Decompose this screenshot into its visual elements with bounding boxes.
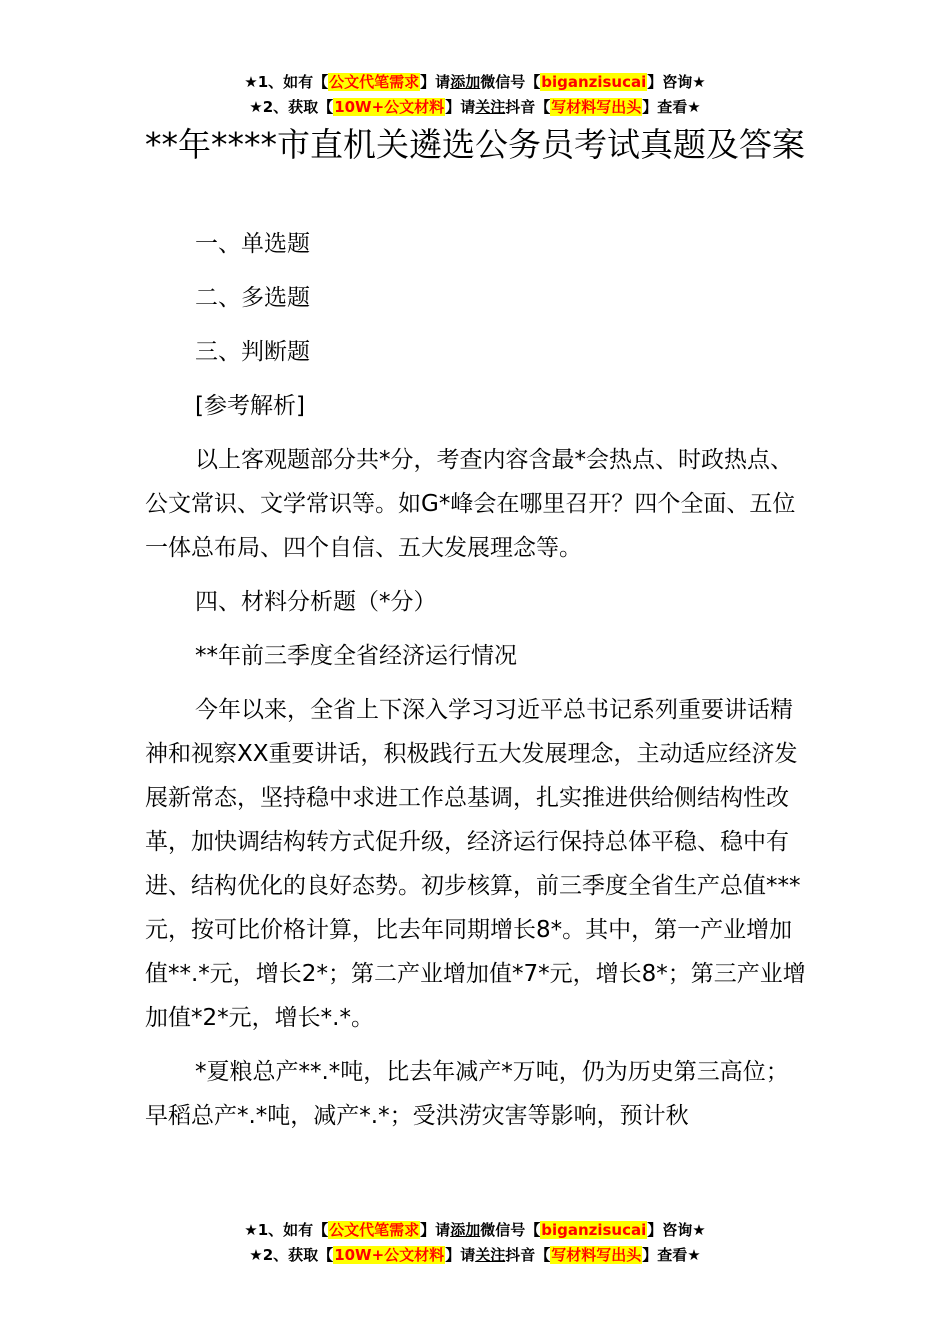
section-heading: 一、单选题: [195, 231, 310, 257]
banner-highlight: 10W+公文材料: [334, 98, 445, 116]
banner-underlined: 关注: [475, 98, 506, 116]
paragraph: *夏粮总产**.*吨，比去年减产*万吨，仍为历史第三高位；早稻总产*.*吨，减产*.*；受洪涝灾害等影响，预计秋: [145, 1059, 789, 1129]
banner-text: 】请: [420, 73, 451, 91]
banner-text: 】请: [445, 98, 476, 116]
banner-underlined: 添加: [450, 73, 481, 91]
section-heading: 四、材料分析题（*分）: [195, 589, 437, 615]
banner-text: 】咨询★: [647, 1221, 706, 1239]
banner-text: 】查看★: [642, 1246, 701, 1264]
banner-line-1: [0, 1218, 950, 1243]
banner-highlight: 写材料写出头: [551, 1246, 642, 1264]
banner-text: 抖音【: [505, 98, 551, 116]
banner-text: 微信号【: [480, 1221, 541, 1239]
banner-highlight: 公文代笔需求: [329, 73, 420, 91]
section-heading: 二、多选题: [195, 285, 310, 311]
banner-line-2: [0, 95, 950, 120]
banner-text: 微信号【: [480, 73, 541, 91]
paragraph: 今年以来，全省上下深入学习习近平总书记系列重要讲话精神和视察XX重要讲话，积极践行五大发展理念，主动适应经济发展新常态，坚持稳中求进工作总基调，扎实推进供给侧结构性改革，加快调结构转方式促升级，经济运行保持总体平稳、稳中有进、结构优化的良好态势。初步核算，前三季度全省生产总值***元，按可比价格计算，比去年同期增长8*。其中，第一产业增加值**.*元，增长2*；第二产业增加值*7*元，增长8*；第三产业增加值*2*元，增长*.*。: [145, 697, 806, 1031]
banner-text: 】查看★: [642, 98, 701, 116]
banner-text: 】咨询★: [647, 73, 706, 91]
banner-text: 】请: [420, 1221, 451, 1239]
banner-highlight: biganzisucai: [541, 1221, 647, 1239]
material-title: **年前三季度全省经济运行情况: [195, 643, 517, 669]
banner-text: ★2、获取【: [249, 98, 334, 116]
banner-text: ★1、如有【: [244, 73, 329, 91]
banner-text: ★1、如有【: [244, 1221, 329, 1239]
header-banner: [0, 70, 950, 120]
banner-underlined: 关注: [475, 1246, 506, 1264]
banner-text: 抖音【: [505, 1246, 551, 1264]
document-title: **年****市直机关遴选公务员考试真题及答案: [145, 125, 805, 164]
banner-highlight: 写材料写出头: [551, 98, 642, 116]
banner-highlight: 公文代笔需求: [329, 1221, 420, 1239]
banner-highlight: biganzisucai: [541, 73, 647, 91]
footer-banner: [0, 1218, 950, 1268]
banner-line-1: [0, 70, 950, 95]
banner-underlined: 添加: [450, 1221, 481, 1239]
section-heading: 三、判断题: [195, 339, 310, 365]
banner-text: 】请: [445, 1246, 476, 1264]
document-body: [145, 222, 807, 1138]
banner-highlight: 10W+公文材料: [334, 1246, 445, 1264]
banner-line-2: [0, 1243, 950, 1268]
banner-text: ★2、获取【: [249, 1246, 334, 1264]
paragraph: 以上客观题部分共*分，考查内容含最*会热点、时政热点、公文常识、文学常识等。如G*峰会在哪里召开？四个全面、五位一体总布局、四个自信、五大发展理念等。: [145, 447, 796, 561]
section-heading: [参考解析]: [195, 393, 305, 419]
